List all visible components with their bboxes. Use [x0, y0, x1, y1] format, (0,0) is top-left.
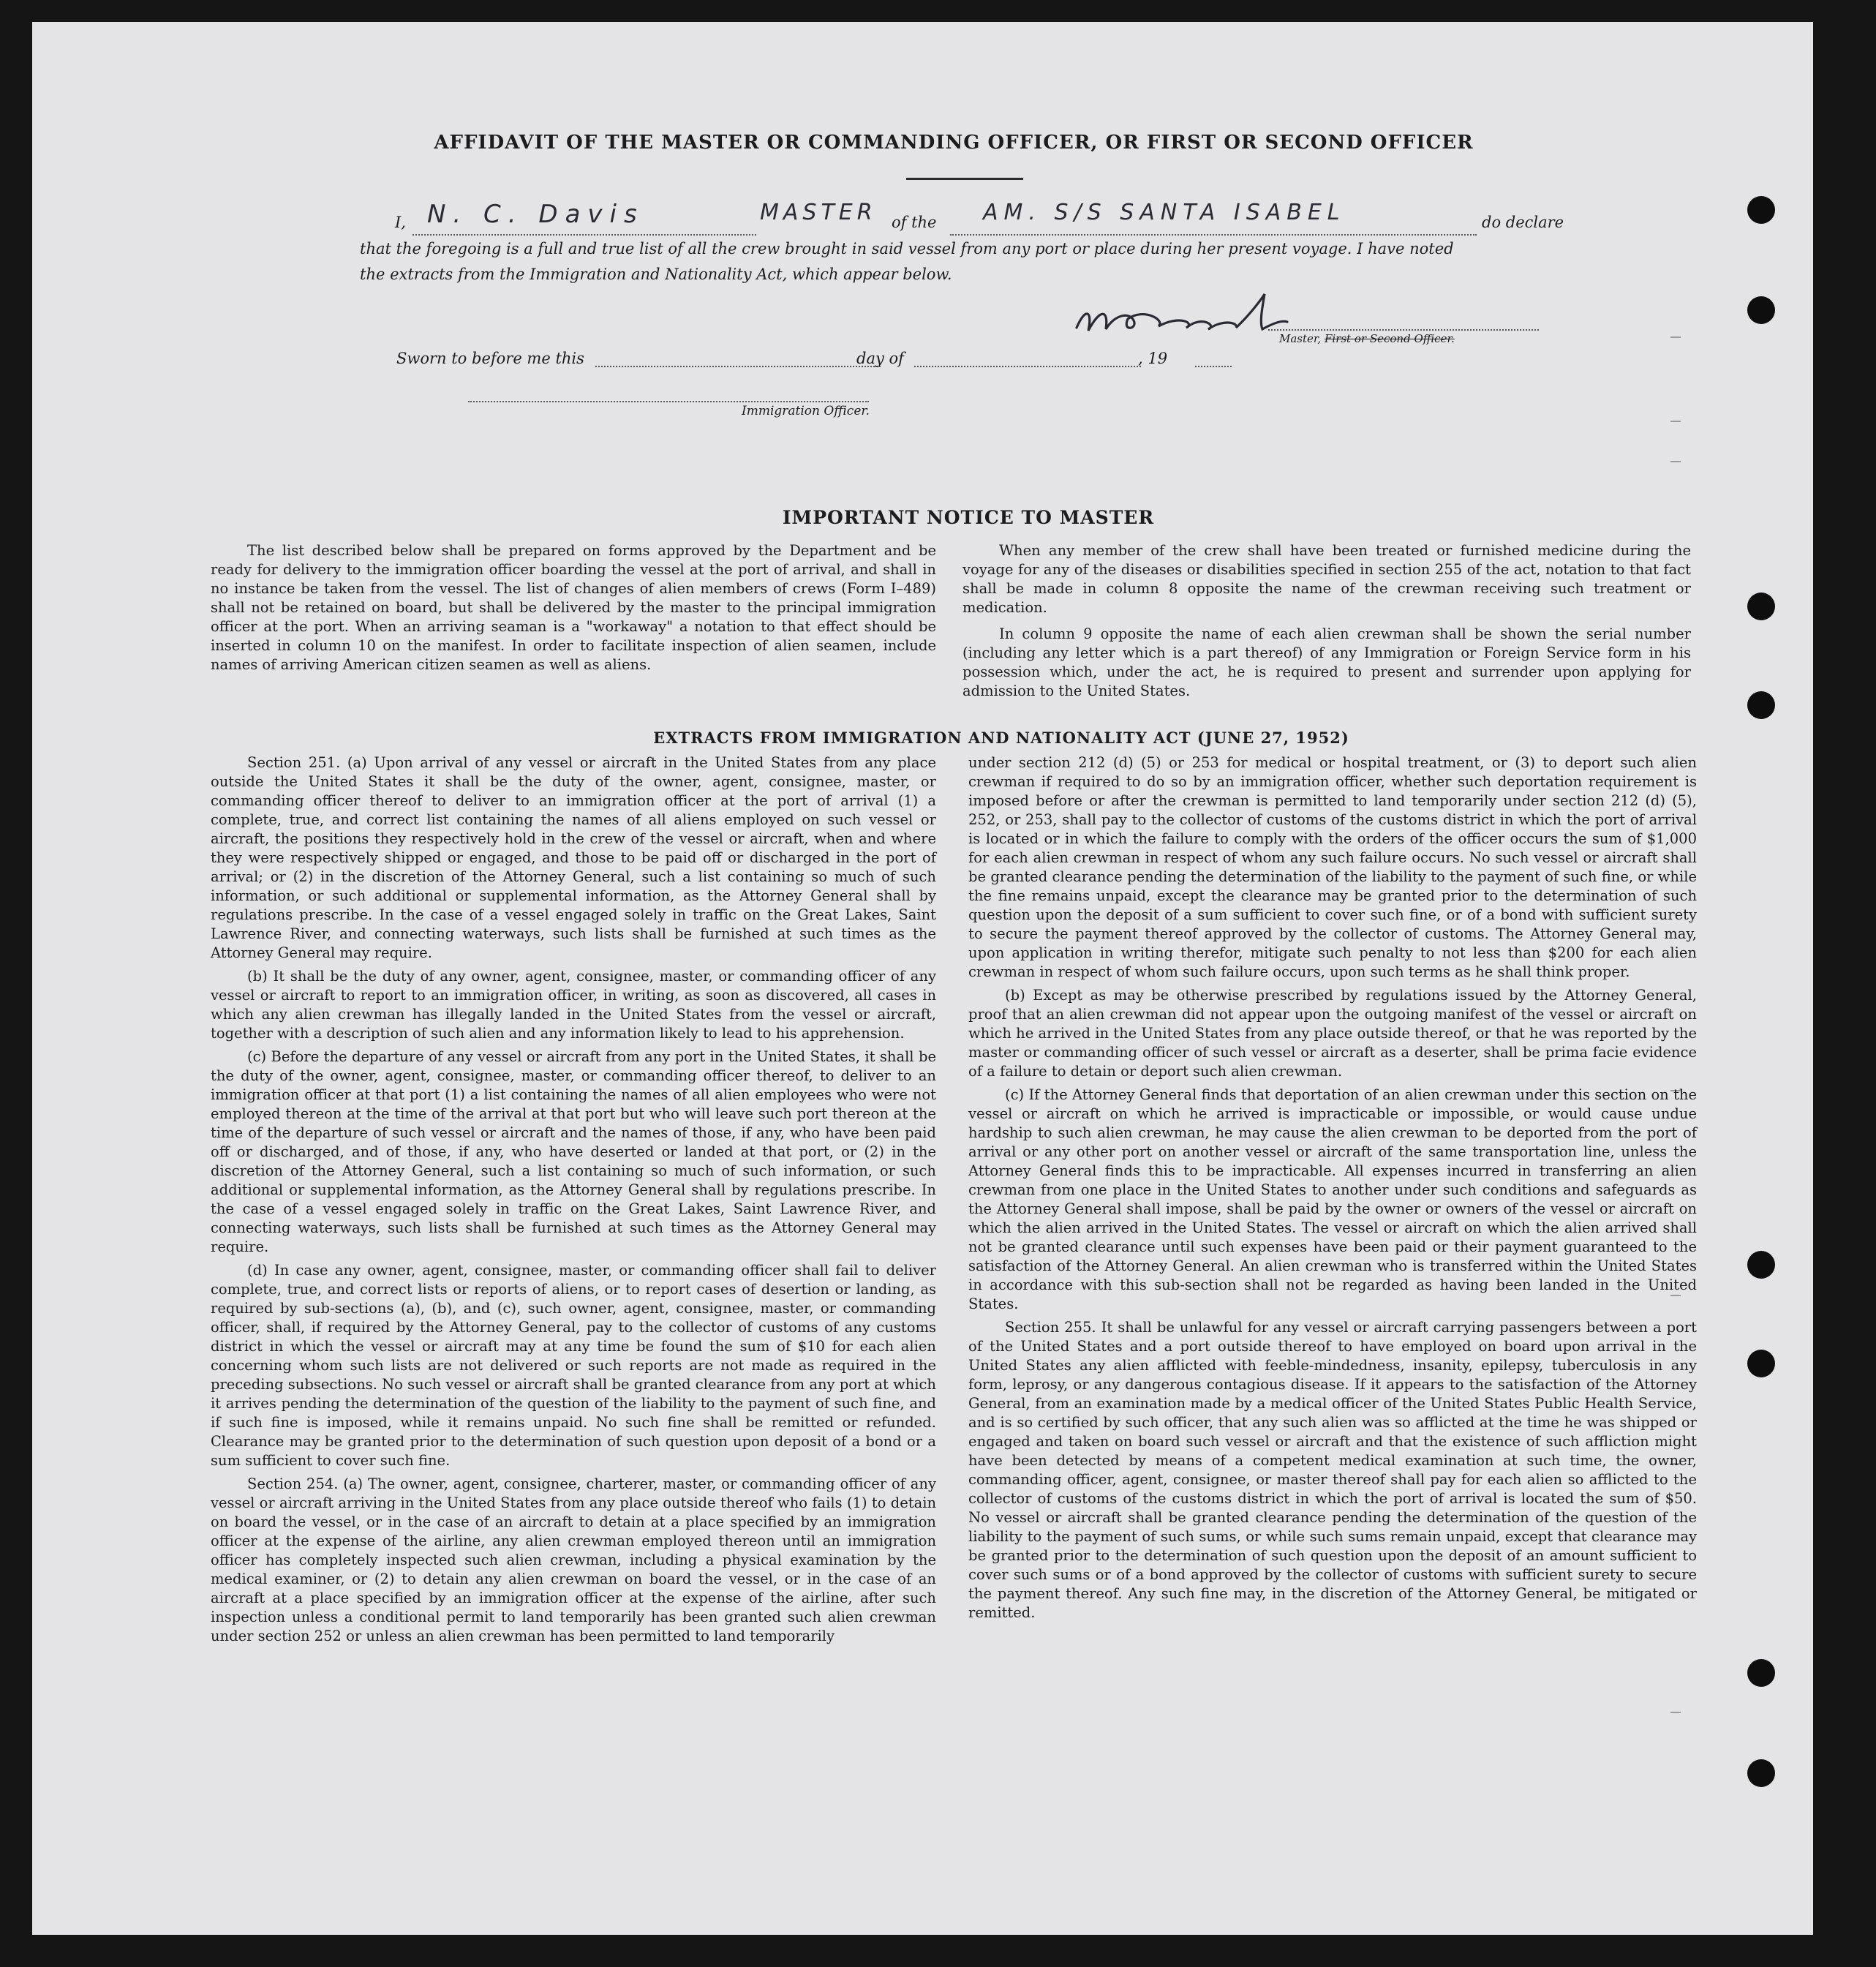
section-254-c: (c) If the Attorney General finds that deportation of an alien crewman under this section on the vessel or aircraft on which he arrived is impracticable or impossible, or would cause undue hardship to such alien crewman, he may cause the alien crewman to be deported from the port of arrival or any other port on another vessel or aircraft of the same transportation line, unless the Attorney General finds this to be impracticable. All expenses incurred in transferring an alien crewman from one place in the United States to another under such conditions and safeguards as the Attorney General shall impose, shall be paid by the owner or owners of the vessel or aircraft on which the alien arrived in the United States. The vessel or aircraft on which the alien arrived shall not be granted clearance until such expenses have been paid or their payment guaranteed to the satisfaction of the Attorney General. An alien crewman who is transferred within the United States in accordance with this sub-section shall not be regarded as having been landed in the United States. — [968, 1086, 1697, 1312]
margin-tick — [1670, 336, 1681, 338]
notice-right-column — [963, 541, 1691, 705]
punch-hole — [1747, 593, 1775, 620]
margin-tick — [1670, 461, 1681, 462]
punch-hole — [1747, 1251, 1775, 1279]
of-the-label: of the — [892, 214, 937, 231]
signature-line — [1268, 329, 1539, 331]
extracts-title: EXTRACTS FROM IMMIGRATION AND NATIONALITY ACT (JUNE 27, 1952) — [653, 729, 1349, 747]
section-255: Section 255. It shall be unlawful for any vessel or aircraft carrying passengers between a port of the United States and a port outside thereof to have employed on board upon arrival in the United States any alien afflicted with feeble-mindedness, insanity, epilepsy, tuberculosis in any form, leprosy, or any dangerous contagious disease. If it appears to the satisfaction of the Attorney General, from an examination made by a medical officer of the United States Public Health Service, and is so certified by such officer, that any such alien was so afflicted at the time he was shipped or engaged and taken on board such vessel or aircraft and that the existence of such affliction might have been detected by means of a competent medical examination at such time, the owner, commanding officer, agent, consignee, or master thereof shall pay for each alien so afflicted to the collector of customs of the customs district in which the port of arrival is located the sum of $50. No vessel or aircraft shall be granted clearance pending the determination of the question of the liability to the payment of such sums, or while such sums remain unpaid, except that clearance may be granted prior to the determination of such question upon the deposit of an amount sufficient to cover such sums or of a bond approved by the collector of customs with sufficient surety to secure the payment thereof. Any such fine may, in the discretion of the Attorney General, be mitigated or remitted. — [968, 1319, 1697, 1621]
title-rule — [906, 178, 1023, 180]
sworn-day-line — [595, 366, 881, 367]
i-label: I, — [395, 214, 406, 231]
margin-tick — [1670, 1712, 1681, 1713]
vessel-handwritten: AM. S/S SANTA ISABEL — [983, 200, 1346, 225]
master-signature — [1071, 285, 1297, 351]
section-251-d: (d) In case any owner, agent, consignee, master, or commanding officer shall fail to deliver complete, true, and correct lists or reports of aliens, or to report cases of desertion or landing, as required by sub-sections (a), (b), and (c), such owner, agent, consignee, master, or commanding officer, shall, if required by the Attorney General, pay to the collector of customs of any customs district in which the vessel or aircraft may at any time be found the sum of $10 for each alien concerning whom such lists are not delivered or such reports are not made as required in the preceding subsections. No such vessel or aircraft shall be granted clearance from any port at which it arrives pending the determination of the question of the liability to the payment of such fine, and if such fine is imposed, while it remains unpaid. No such fine shall be remitted or refunded. Clearance may be granted prior to the determination of such question upon deposit of a bond or a sum sufficient to cover such fine. — [211, 1262, 936, 1469]
punch-hole — [1747, 691, 1775, 719]
punch-hole — [1747, 196, 1775, 224]
notice-title: IMPORTANT NOTICE TO MASTER — [782, 507, 1155, 528]
master-name-handwritten: N. C. Davis — [427, 200, 644, 229]
sworn-month-line — [914, 366, 1141, 367]
officer-signature-line — [468, 401, 869, 402]
punch-hole — [1747, 296, 1775, 324]
role-handwritten: MASTER — [760, 200, 877, 225]
year-prefix: , 19 — [1138, 350, 1168, 367]
punch-hole — [1747, 1350, 1775, 1377]
sworn-label: Sworn to before me this — [396, 350, 584, 367]
vessel-line — [950, 234, 1477, 236]
margin-tick — [1670, 421, 1681, 422]
document-page — [32, 22, 1813, 1935]
day-of-label: day of — [856, 350, 904, 367]
section-254-b: (b) Except as may be otherwise prescribed by regulations issued by the Attorney General, proof that an alien crewman did not appear upon the outgoing manifest of the vessel or aircraft on which he arrived in the United States from any place outside thereof, or that he was reported by the master or commanding officer of such vessel or aircraft as a deserter, shall be prima facie evidence of a failure to detain or deport such alien crewman. — [968, 987, 1697, 1080]
caption-struck: First or Second Officer. — [1324, 332, 1455, 345]
affidavit-title: AFFIDAVIT OF THE MASTER OR COMMANDING OFFICER, OR FIRST OR SECOND OFFICER — [434, 132, 1474, 154]
section-254-a: Section 254. (a) The owner, agent, consignee, charterer, master, or commanding officer of any vessel or aircraft arriving in the United States from any place outside thereof who fails (1) to detain on board the vessel, or in the case of an aircraft to detain at a place specified by an immigration officer at the expense of the airline, any alien crewman employed thereon until an immigration officer has completely inspected such alien crewman, including a physical examination by the medical examiner, or (2) to detain any alien crewman on board the vessel, or in the case of an aircraft at a place specified by an immigration officer at the expense of the airline, after such inspection unless a conditional permit to land temporarily has been granted such alien crewman under section 252 or unless an alien crewman has been permitted to land temporarily — [211, 1475, 936, 1644]
notice-left-column — [211, 541, 936, 679]
officer-caption: Immigration Officer. — [742, 404, 870, 418]
sworn-year-line — [1195, 366, 1232, 367]
notice-right-paragraph-2: In column 9 opposite the name of each alien crewman shall be shown the serial number (including any letter which is a part thereof) of any Immigration or Foreign Service form in his possession which, under the act, he is required to present and surrender upon applying for admission to the United States. — [963, 625, 1691, 699]
name-line — [413, 234, 756, 236]
signature-caption — [1279, 332, 1455, 345]
section-251-a: Section 251. (a) Upon arrival of any vessel or aircraft in the United States from any place outside the United States it shall be the duty of the owner, agent, consignee, master, or commanding officer thereof to deliver to an immigration officer at the port of arrival (1) a complete, true, and correct list containing the names of all aliens employed on such vessel or aircraft, the positions they respectively hold in the crew of the vessel or aircraft, when and where they were respectively shipped or engaged, and those to be paid off or discharged in the port of arrival; or (2) in the discretion of the Attorney General, such a list containing so much of such information, or such additional or supplemental information, as the Attorney General shall by regulations prescribe. In the case of a vessel engaged solely in traffic on the Great Lakes, Saint Lawrence River, and connecting waterways, such lists shall be furnished at such times as the Attorney General may require. — [211, 754, 936, 961]
notice-left-paragraph: The list described below shall be prepared on forms approved by the Department and be ready for delivery to the immigration officer boarding the vessel at the port of arrival, and shall in no instance be taken from the vessel. The list of changes of alien members of crews (Form I–489) shall not be retained on board, but shall be delivered by the master to the principal immigration officer at the port. When an arriving seaman is a "workaway" a notation to that effect should be inserted in column 10 on the manifest. In order to facilitate inspection of alien seamen, include names of arriving American citizen seamen as well as aliens. — [211, 542, 936, 673]
declaration-line-2: the extracts from the Immigration and Nationality Act, which appear below. — [360, 266, 952, 283]
extracts-left-column — [211, 753, 936, 1650]
punch-hole — [1747, 1659, 1775, 1687]
extracts-right-column — [968, 753, 1697, 1627]
section-254-a-continued: under section 212 (d) (5) or 253 for medical or hospital treatment, or (3) to deport such alien crewman if required to do so by an immigration officer, whether such deportation requirement is imposed before or after the crewman is permitted to land temporarily under section 212 (d) (5), 252, or 253, shall pay to the collector of customs of the customs district in which the port of arrival is located or in which the failure to comply with the orders of the officer occurs the sum of $1,000 for each alien crewman in respect of whom any such failure occurs. No such vessel or aircraft shall be granted clearance pending the determination of the liability to the payment of such fine, or while the fine remains unpaid, except the clearance may be granted prior to the determination of such question upon the deposit of a sum sufficient to cover such fine, or of a bond with sufficient surety to secure the payment thereof approved by the collector of customs. The Attorney General may, upon application in writing therefor, mitigate such penalty to not less than $200 for each alien crewman in respect of whom such failure occurs, upon such terms as he shall think proper. — [968, 754, 1697, 980]
do-declare-label: do declare — [1482, 214, 1564, 231]
notice-right-paragraph-1: When any member of the crew shall have been treated or furnished medicine during the voyage for any of the diseases or disabilities specified in section 255 of the act, notation to that fact shall be made in column 8 opposite the name of the crewman receiving such treatment or medication. — [963, 542, 1691, 616]
caption-master: Master, — [1279, 332, 1322, 345]
section-251-b: (b) It shall be the duty of any owner, agent, consignee, master, or commanding officer of any vessel or aircraft to report to an immigration officer, in writing, as soon as discovered, all cases in which any alien crewman has illegally landed in the United States from the vessel or aircraft, together with a description of such alien and any information likely to lead to his apprehension. — [211, 968, 936, 1042]
section-251-c: (c) Before the departure of any vessel or aircraft from any port in the United States, it shall be the duty of the owner, agent, consignee, master, or commanding officer thereof, to deliver to an immigration officer at that port (1) a list containing the names of all alien employees who were not employed thereon at the time of the arrival at that port but who will leave such port thereon at the time of the departure of such vessel or aircraft and the names of those, if any, who have been paid off or discharged, and of those, if any, who have deserted or landed at that port, or (2) in the discretion of the Attorney General, such a list containing so much of such information, or such additional or supplemental information, as the Attorney General shall by regulations prescribe. In the case of a vessel engaged solely in traffic on the Great Lakes, Saint Lawrence River, and connecting waterways, such lists shall be furnished at such times as the Attorney General may require. — [211, 1048, 936, 1255]
declaration-line-1: that the foregoing is a full and true list of all the crew brought in said vessel from any port or place during her present voyage. I have noted — [360, 240, 1454, 257]
punch-hole — [1747, 1759, 1775, 1787]
